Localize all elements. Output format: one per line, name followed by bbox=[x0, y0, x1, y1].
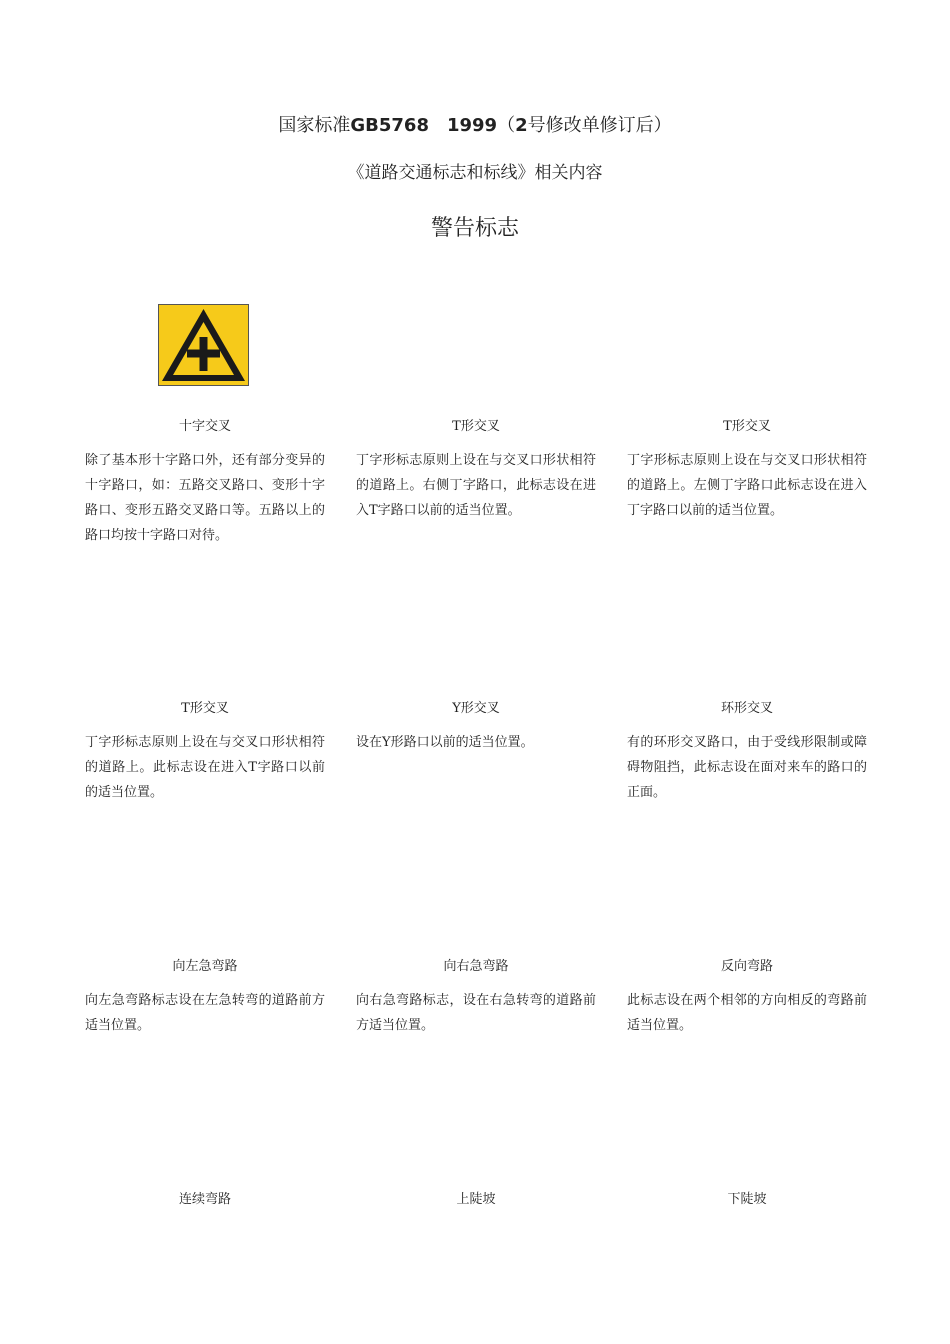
sign-title: 向左急弯路 bbox=[172, 959, 238, 974]
title-rest: 号修改单修订后） bbox=[527, 115, 672, 136]
title-prefix: 国家标准 bbox=[278, 115, 351, 136]
sign-description: 丁字形标志原则上设在与交叉口形状相符的道路上。左侧丁字路口此标志设在进入丁字路口以前的适当位置。 bbox=[627, 453, 867, 518]
sign-t-junction bbox=[85, 700, 325, 805]
sign-sharp-left bbox=[85, 958, 325, 1038]
sign-title: T形交叉 bbox=[181, 701, 229, 716]
sign-sharp-right bbox=[356, 958, 596, 1038]
sign-title: 连续弯路 bbox=[178, 1192, 231, 1207]
section-heading: 警告标志 bbox=[430, 216, 519, 241]
sign-description: 此标志设在两个相邻的方向相反的弯路前适当位置。 bbox=[627, 993, 867, 1033]
sign-description: 向左急弯路标志设在左急转弯的道路前方适当位置。 bbox=[85, 993, 325, 1033]
sign-t-junction-left bbox=[627, 418, 867, 523]
amendment-number: 2 bbox=[515, 115, 528, 136]
sign-title: 下陡坡 bbox=[727, 1192, 767, 1207]
sign-description: 丁字形标志原则上设在与交叉口形状相符的道路上。右侧丁字路口，此标志设在进入T字路口以前的适当位置。 bbox=[356, 453, 596, 518]
sign-t-junction-right bbox=[356, 418, 596, 523]
sign-title: 上陡坡 bbox=[456, 1192, 496, 1207]
sign-description: 有的环形交叉路口，由于受线形限制或障碍物阻挡，此标志设在面对来车的路口的正面。 bbox=[627, 735, 867, 800]
sign-crossroad bbox=[85, 418, 325, 548]
sign-title: 十字交叉 bbox=[178, 419, 231, 434]
sign-description: 除了基本形十字路口外，还有部分变异的十字路口，如：五路交叉路口、变形十字路口、变形五路交叉路口等。五路以上的路口均按十字路口对待。 bbox=[85, 453, 325, 543]
sign-roundabout bbox=[627, 700, 867, 805]
sign-title: 环形交叉 bbox=[720, 701, 773, 716]
sign-y-junction bbox=[356, 700, 596, 755]
sign-description: 丁字形标志原则上设在与交叉口形状相符的道路上。此标志设在进入T字路口以前的适当位置。 bbox=[85, 735, 325, 800]
sign-title: 反向弯路 bbox=[720, 959, 773, 974]
sign-steep-ascent bbox=[356, 1191, 596, 1209]
sign-description: 向右急弯路标志，设在右急转弯的道路前方适当位置。 bbox=[356, 993, 596, 1033]
crossroad-warning-icon bbox=[158, 304, 249, 386]
title-paren-open: （ bbox=[497, 115, 516, 136]
standard-code: GB5768 1999 bbox=[350, 115, 498, 136]
sign-title: Y形交叉 bbox=[452, 701, 500, 716]
sign-title: 向右急弯路 bbox=[443, 959, 509, 974]
document-subtitle: 《道路交通标志和标线》相关内容 bbox=[347, 163, 603, 183]
sign-steep-descent bbox=[627, 1191, 867, 1209]
sign-winding-road bbox=[85, 1191, 325, 1209]
sign-title: T形交叉 bbox=[723, 419, 771, 434]
sign-title: T形交叉 bbox=[452, 419, 500, 434]
document-title bbox=[0, 114, 950, 138]
sign-reverse-curve bbox=[627, 958, 867, 1038]
sign-description: 设在Y形路口以前的适当位置。 bbox=[356, 735, 534, 750]
